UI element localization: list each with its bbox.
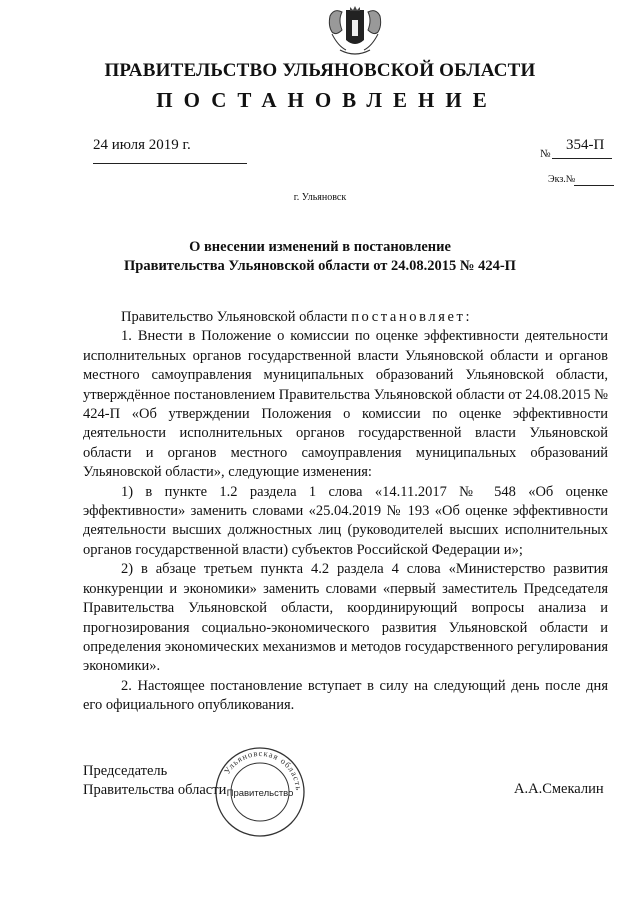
official-stamp xyxy=(213,745,307,839)
stamp-inner-text: Правительство xyxy=(226,788,294,799)
date-underline xyxy=(93,163,247,164)
document-body xyxy=(83,308,608,716)
number-label: № xyxy=(540,148,551,160)
number-underline xyxy=(552,158,612,159)
svg-text:Ульяновская область xyxy=(222,748,304,792)
subject-line-1: О внесении изменений в постановление xyxy=(189,239,451,255)
paragraph-2: 2. Настоящее постановление вступает в силу на следующий день после дня его официального опубликования. xyxy=(83,677,608,714)
subject-line-2: Правительства Ульяновской области от 24.08.2015 № 424-П xyxy=(124,258,516,274)
intro-resolves: постановляет: xyxy=(351,309,473,325)
signer-title-line-2: Правительства области xyxy=(83,782,227,798)
coat-of-arms-icon xyxy=(326,6,384,60)
government-name: ПРАВИТЕЛЬСТВО УЛЬЯНОВСКОЙ ОБЛАСТИ xyxy=(104,60,536,81)
document-type: ПОСТАНОВЛЕНИЕ xyxy=(156,88,498,112)
document-date: 24 июля 2019 г. xyxy=(93,137,191,153)
paragraph-1-2: 2) в абзаце третьем пункта 4.2 раздела 4 слова «Министерство развития конкуренции и экономики» заменить словами «первый заместитель Председателя Правительства Ульяновской области, координирующий вопросы анализа и прогнозирования социально-экономического развития Ульяновской области и определения экономических механизмов и методов государственного регулирования экономики». xyxy=(83,561,608,675)
signer-title-line-1: Председатель xyxy=(83,763,168,779)
signer-title xyxy=(83,762,226,800)
intro-paragraph xyxy=(83,308,608,327)
intro-lead: Правительство Ульяновской области xyxy=(121,309,348,325)
copy-number-underline xyxy=(574,185,614,186)
document-subject xyxy=(0,238,640,276)
city: г. Ульяновск xyxy=(293,192,347,203)
stamp-outer-text: Ульяновская область xyxy=(221,747,305,792)
copy-number-label: Экз.№ xyxy=(548,174,576,185)
document-number: 354-П xyxy=(566,137,605,153)
paragraph-1: 1. Внести в Положение о комиссии по оценке эффективности деятельности исполнительных органов государственной власти Ульяновской области и органов местного самоуправления муниципальных образований Ульяновской области, утверждённое постановлением Правительства Ульяновской области от 24.08.2015 № 424-П «Об утверждении Положения о комиссии по оценке эффективности деятельности исполнительных органов государственной власти Ульяновской области и органов местного самоуправления муниципальных образований Ульяновской области», следующие изменения: xyxy=(83,328,608,481)
paragraph-1-1: 1) в пункте 1.2 раздела 1 слова «14.11.2017 № 548 «Об оценке эффективности» заменить словами «25.04.2019 № 193 «Об оценке эффективности деятельности высших должностных лиц (руководителей высших исполнительных органов государственной власти) субъектов Российской Федерации и»; xyxy=(83,483,608,558)
signer-name: А.А.Смекалин xyxy=(514,781,604,797)
